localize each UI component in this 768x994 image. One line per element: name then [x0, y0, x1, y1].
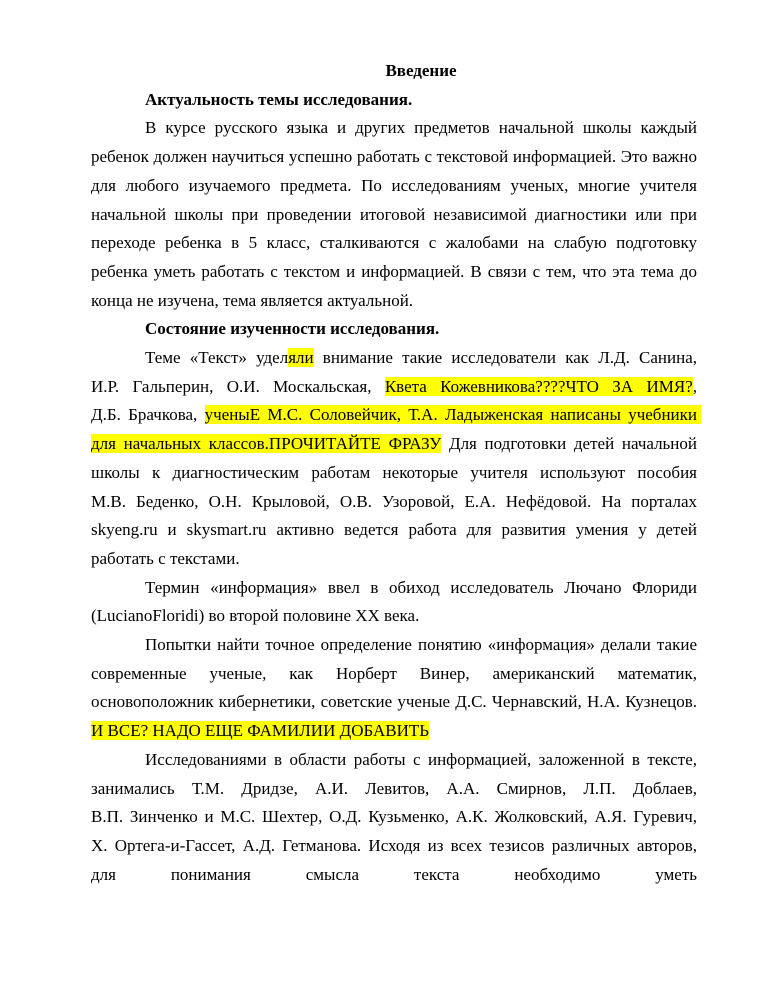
- paragraph: [91, 114, 702, 315]
- highlighted-text: И ВСЕ? НАДО ЕЩЕ ФАМИЛИИ ДОБАВИТЬ: [91, 721, 430, 741]
- paragraph: [91, 574, 702, 631]
- text-run: Исследованиями в области работы с информацией, заложенной в тексте, занимались Т.М. Дридзе, А.И. Левитов, А.А. Смирнов, Л.П. Доблаев, В.П. Зинченко и М.С. Шехтер, О.Д. Кузьменко, А.К. Жолковский, А.Я. Гуревич, Х. Ортега-и-Гассет, А.Д. Гетманова. Исходя из всех тезисов различных авторов, для понимания смысла текста необходимо уметь: [91, 749, 702, 884]
- text-run: внимание такие исследователи как Л.Д. Санина, И.Р. Гальперин, О.И. Москальская,: [91, 348, 702, 396]
- document-body: [91, 86, 702, 890]
- highlighted-text: Квета Кожевникова????ЧТО ЗА ИМЯ?: [384, 376, 693, 396]
- text-run: Для подготовки детей начальной школы к диагностическим работам некоторые учителя используют пособия М.В. Беденко, О.Н. Крыловой, О.В. Узоровой, Е.А. Нефёдовой. На порталах skyeng.ru и skysmart.ru активно ведется работа для развития умения у детей работать с текстами.: [91, 434, 702, 568]
- text-run: Состояние изученности исследования.: [145, 319, 440, 339]
- highlighted-text: ученыЕ М.С. Соловейчик, Т.А. Ладыженская написаны учебники для начальных классов.ПРОЧИТАЙТЕ ФРАЗУ: [91, 405, 702, 454]
- highlighted-text: яли: [288, 348, 314, 368]
- text-run: Попытки найти точное определение понятию «информация» делали такие современные ученые, как Норберт Винер, американский математик, основоположник кибернетики, советские ученые Д.С. Чернавский, Н.А. Кузнецов.: [91, 635, 702, 712]
- text-run: , Д.Б. Брачкова,: [91, 376, 702, 425]
- paragraph: [91, 631, 702, 746]
- text-run: Актуальность темы исследования.: [145, 89, 413, 109]
- text-run: В курсе русского языка и других предметов начальной школы каждый ребенок должен научиться успешно работать с текстовой информацией. Это важно для любого изучаемого предмета. По исследованиям ученых, многие учителя начальной школы при проведении итоговой независимой диагностики или при переходе ребенка в 5 класс, сталкиваются с жалобами на слабую подготовку ребенка уметь работать с текстом и информацией. В связи с тем, что эта тема до конца не изучена, тема является актуальной.: [91, 118, 702, 310]
- document-title: Введение: [385, 61, 457, 80]
- text-run: Термин «информация» ввел в обиход исследователь Лючано Флориди (LucianoFloridi) во второй половине XX века.: [91, 577, 702, 626]
- section-heading: [91, 86, 697, 115]
- section-heading: [91, 315, 697, 344]
- paragraph: [91, 344, 702, 574]
- paragraph: [91, 746, 702, 890]
- text-run: Теме «Текст» удел: [145, 348, 289, 368]
